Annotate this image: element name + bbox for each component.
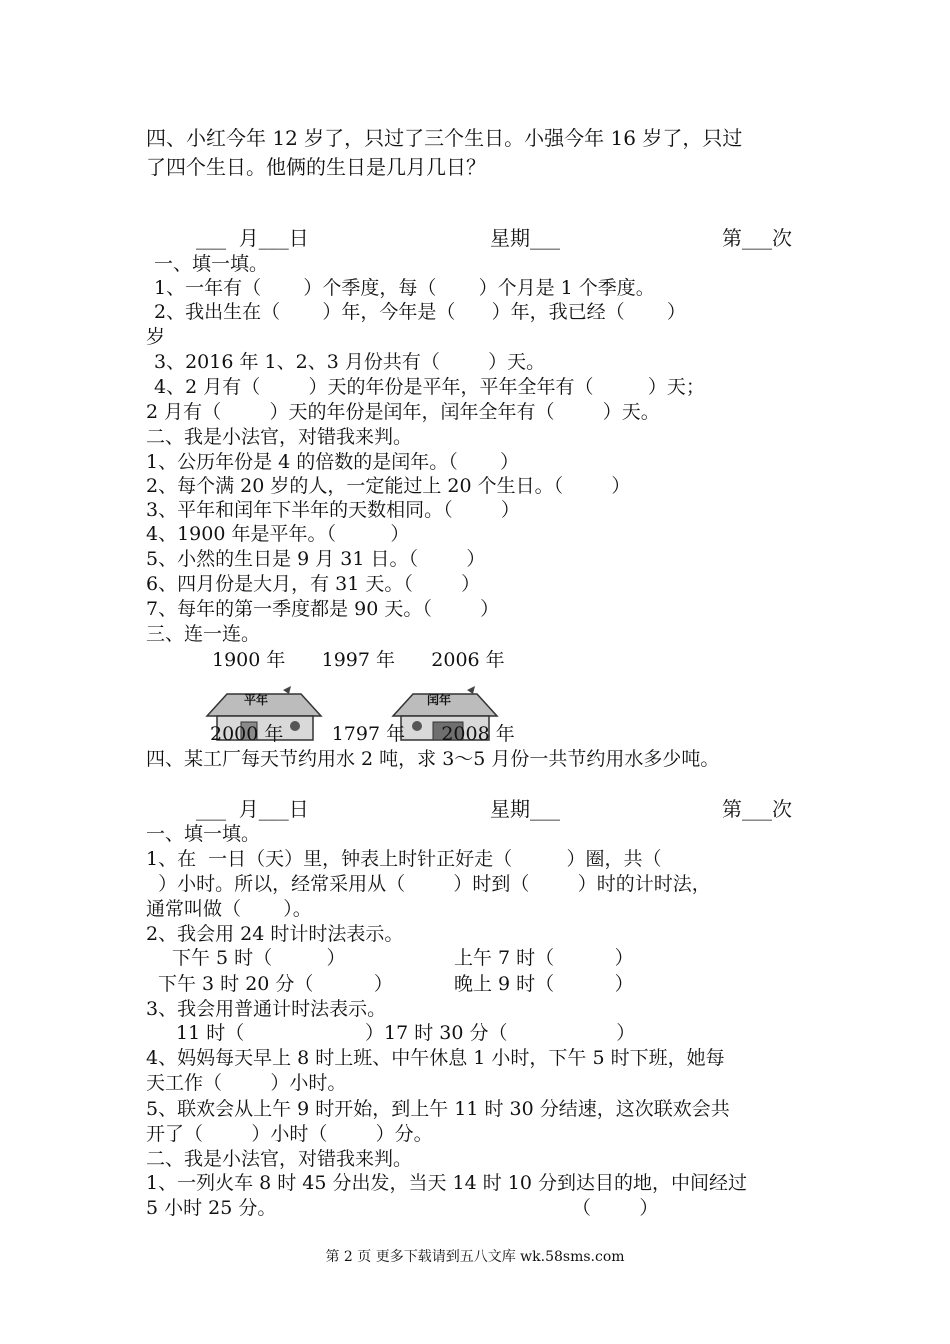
t2-item-1b: 5 小时 25 分。: [146, 1197, 277, 1219]
s1-item-4b: 2 月有（ ）天的年份是闰年，闰年全年有（ ）天。: [146, 401, 660, 423]
t1-item-3: 3、我会用普通计时法表示。: [146, 998, 387, 1020]
t-section2-title: 二、我是小法官，对错我来判。: [146, 1148, 413, 1170]
t-section1-title: 一、填一填。: [146, 823, 261, 845]
header2-count: 第___次: [722, 797, 792, 821]
t1-item-5b: 开了（ ）小时（ ）分。: [146, 1123, 433, 1145]
t1-item-2a: 下午 5 时（ ）: [172, 947, 346, 969]
s1-item-2b: 岁: [146, 326, 166, 348]
t1-item-2d: 晚上 9 时（ ）: [454, 973, 634, 995]
s1-item-2: 2、我出生在（ ）年，今年是（ ）年，我已经（ ）: [154, 301, 686, 323]
house-left-label: 平年: [244, 693, 269, 707]
t1-item-1c: 通常叫做（ ）。: [146, 898, 312, 920]
q4a-line-2: 了四个生日。他俩的生日是几月几日？: [146, 155, 486, 179]
t1-item-2c: 下午 3 时 20 分（ ）: [158, 973, 393, 995]
section4-question: 四、某工厂每天节约用水 2 吨，求 3～5 月份一共节约用水多少吨。: [146, 748, 720, 770]
s2-item-3: 3、平年和闰年下半年的天数相同。（ ）: [146, 499, 520, 521]
years-bottom-row: 2000 年 1797 年 2008 年: [210, 723, 515, 745]
header1-date: ___ 月___日: [196, 226, 309, 250]
t1-item-1a: 1、在 一日（天）里，钟表上时针正好走（ ）圈，共（: [146, 848, 662, 870]
t1-item-4a: 4、妈妈每天早上 8 时上班、中午休息 1 小时，下午 5 时下班，她每: [146, 1047, 725, 1069]
house-right-label: 闰年: [427, 693, 452, 707]
s1-item-3: 3、2016 年 1、2、3 月份共有（ ）天。: [154, 351, 546, 373]
s2-item-6: 6、四月份是大月，有 31 天。（ ）: [146, 573, 481, 595]
section2-title: 二、我是小法官，对错我来判。: [146, 426, 413, 448]
t2-item-1c: （ ）: [572, 1197, 659, 1219]
t1-item-2b: 上午 7 时（ ）: [454, 947, 634, 969]
header1-count: 第___次: [722, 226, 792, 250]
section3-title: 三、连一连。: [146, 623, 261, 645]
s1-item-4: 4、2 月有（ ）天的年份是平年，平年全年有（ ）天；: [154, 376, 705, 398]
t1-item-4b: 天工作（ ）小时。: [146, 1072, 347, 1094]
s2-item-5: 5、小然的生日是 9 月 31 日。（ ）: [146, 548, 486, 570]
t2-item-1a: 1、一列火车 8 时 45 分出发，当天 14 时 10 分到达目的地，中间经过: [146, 1172, 748, 1194]
header1-week: 星期___: [490, 226, 560, 250]
header2-week: 星期___: [490, 797, 560, 821]
header2-date: ___ 月___日: [196, 797, 309, 821]
q4a-line-1: 四、小红今年 12 岁了，只过了三个生日。小强今年 16 岁了，只过: [146, 126, 743, 150]
s2-item-2: 2、每个满 20 岁的人，一定能过上 20 个生日。（ ）: [146, 475, 631, 497]
s2-item-7: 7、每年的第一季度都是 90 天。（ ）: [146, 598, 500, 620]
t1-item-2: 2、我会用 24 时计时法表示。: [146, 923, 404, 945]
section1-title: 一、填一填。: [154, 253, 269, 275]
t1-item-3a: 11 时（ ）17 时 30 分（ ）: [176, 1022, 636, 1044]
page-footer: 第 2 页 更多下载请到五八文库 wk.58sms.com: [325, 1249, 625, 1265]
s2-item-1: 1、公历年份是 4 的倍数的是闰年。（ ）: [146, 451, 520, 473]
t1-item-1b: ）小时。所以，经常采用从（ ）时到（ ）时的计时法，: [146, 873, 711, 895]
years-top-row: 1900 年 1997 年 2006 年: [212, 649, 505, 671]
s2-item-4: 4、1900 年是平年。（ ）: [146, 523, 410, 545]
s1-item-1: 1、一年有（ ）个季度，每（ ）个月是 1 个季度。: [154, 277, 655, 299]
t1-item-5a: 5、联欢会从上午 9 时开始，到上午 11 时 30 分结速，这次联欢会共: [146, 1098, 730, 1120]
